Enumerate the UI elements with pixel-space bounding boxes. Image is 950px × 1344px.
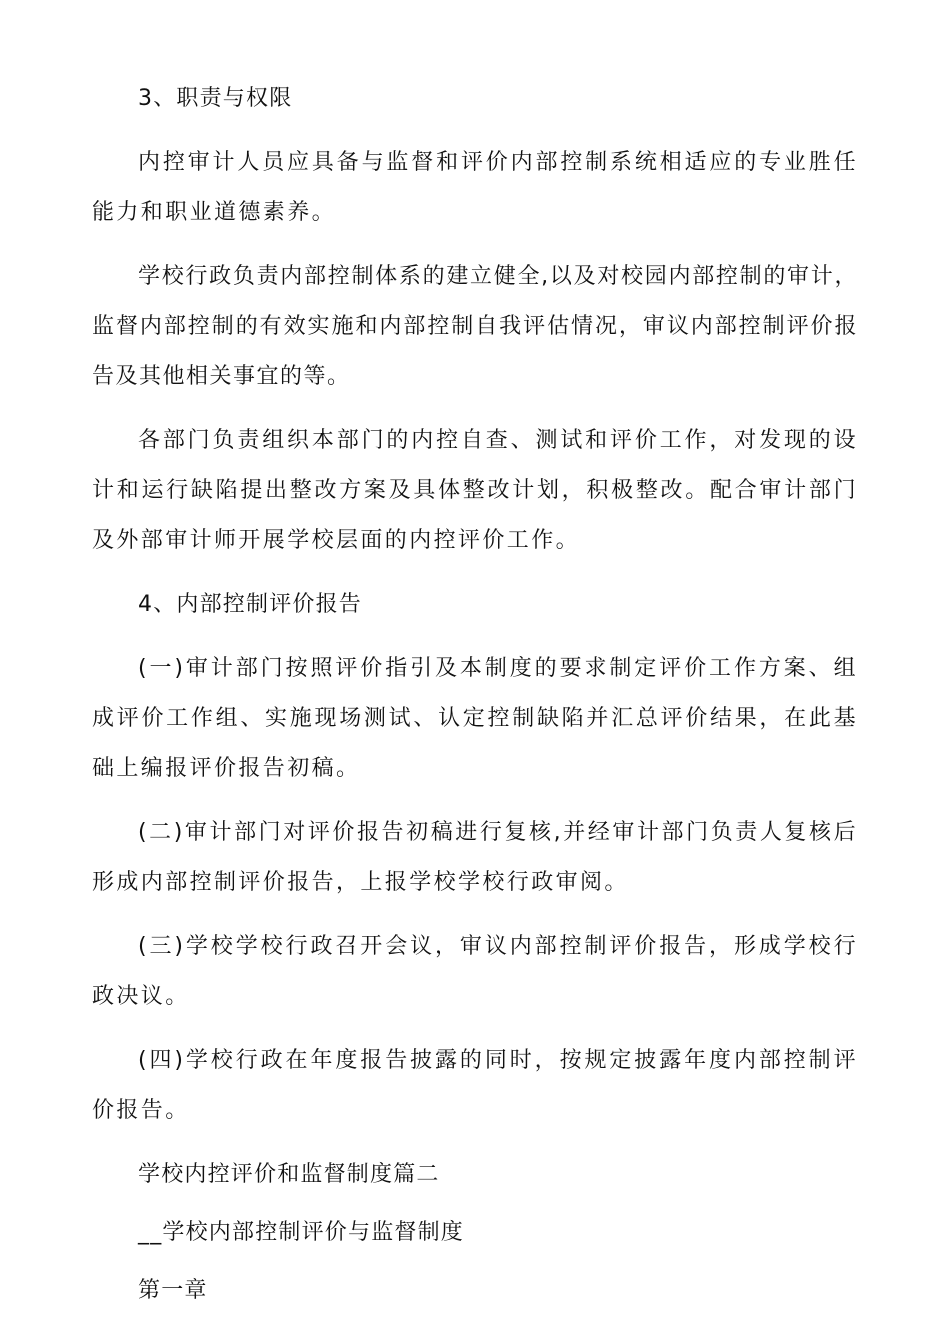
paragraph-item-4: (四)学校行政在年度报告披露的同时，按规定披露年度内部控制评价报告。	[92, 1048, 858, 1123]
part-two-title: 学校内控评价和监督制度篇二	[138, 1162, 440, 1187]
document-body	[92, 74, 858, 1316]
paragraph-item-3: (三)学校学校行政召开会议，审议内部控制评价报告，形成学校行政决议。	[92, 934, 858, 1009]
chapter-heading: 第一章	[138, 1278, 208, 1303]
paragraph-department-duties: 各部门负责组织本部门的内控自查、测试和评价工作，对发现的设计和运行缺陷提出整改方案及具体整改计划，积极整改。配合审计部门及外部审计师开展学校层面的内控评价工作。	[92, 428, 858, 553]
section-heading-3: 3、职责与权限	[138, 86, 293, 111]
paragraph-administration-duties: 学校行政负责内部控制体系的建立健全,以及对校园内部控制的审计，监督内部控制的有效实施和内部控制自我评估情况，审议内部控制评价报告及其他相关事宜的等。	[92, 264, 858, 389]
regulation-title: __学校内部控制评价与监督制度	[138, 1220, 465, 1245]
section-heading-4: 4、内部控制评价报告	[138, 592, 362, 617]
paragraph-item-2: (二)审计部门对评价报告初稿进行复核,并经审计部门负责人复核后形成内部控制评价报告，上报学校学校行政审阅。	[92, 820, 858, 895]
paragraph-auditor-competence: 内控审计人员应具备与监督和评价内部控制系统相适应的专业胜任能力和职业道德素养。	[92, 150, 858, 225]
paragraph-item-1: (一)审计部门按照评价指引及本制度的要求制定评价工作方案、组成评价工作组、实施现场测试、认定控制缺陷并汇总评价结果，在此基础上编报评价报告初稿。	[92, 656, 858, 781]
